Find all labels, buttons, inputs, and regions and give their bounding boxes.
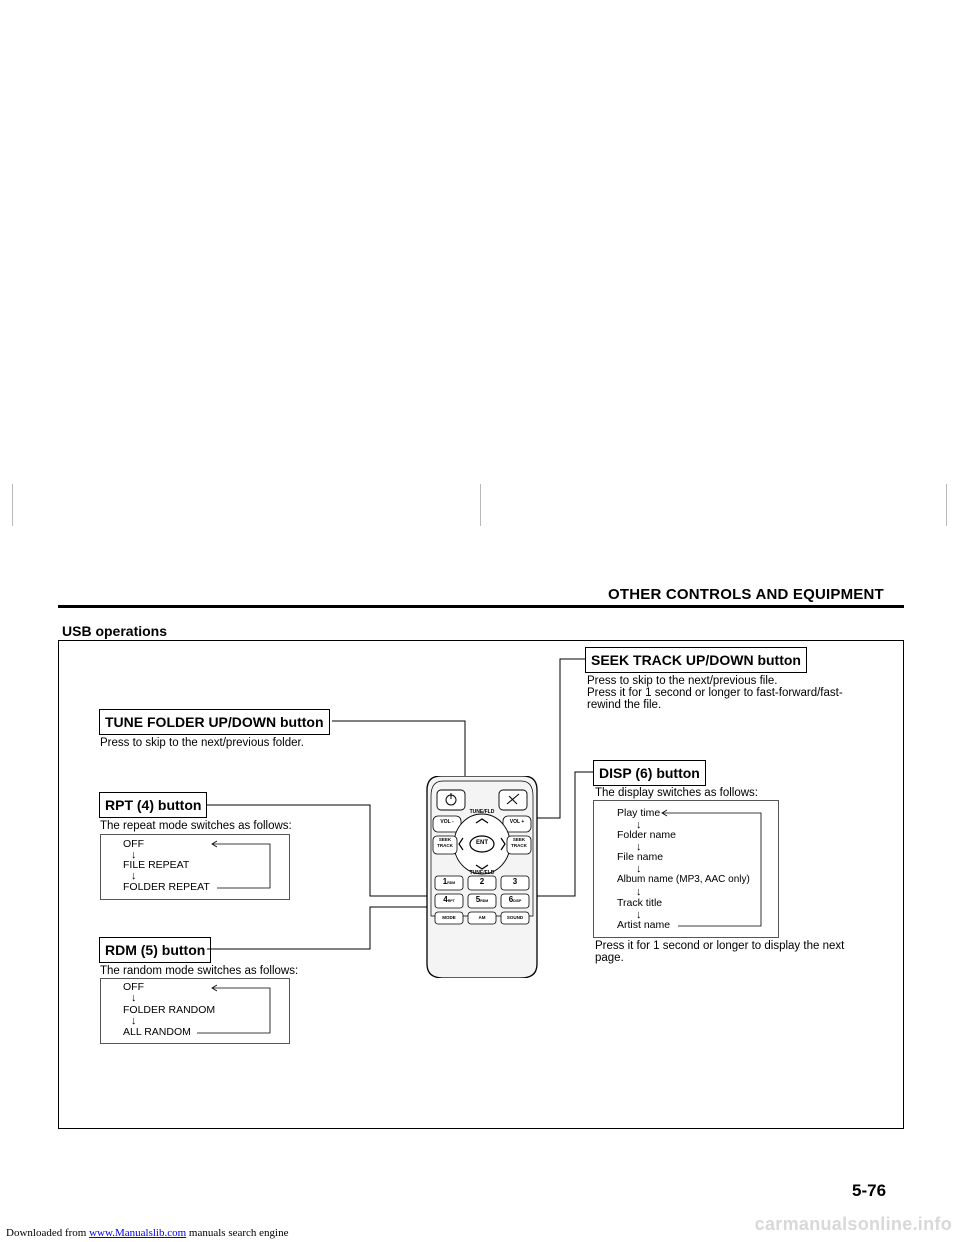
rpt-leader-line: [207, 805, 444, 896]
key-2-button[interactable]: 2: [479, 877, 485, 886]
down-arrow-icon: ↓: [131, 849, 137, 861]
section-title: OTHER CONTROLS AND EQUIPMENT: [608, 586, 884, 603]
rdm-item: ALL RANDOM: [123, 1026, 191, 1038]
rdm-cycle-line: [197, 988, 270, 1033]
sub-title: USB operations: [62, 623, 168, 639]
down-arrow-icon: ↓: [131, 870, 137, 882]
seek-desc-2: Press it for 1 second or longer to fast-forward/fast-: [587, 687, 843, 699]
disp-note-1: Press it for 1 second or longer to display the next: [595, 940, 845, 952]
disp-item: Artist name: [617, 919, 671, 931]
down-arrow-icon: ↓: [131, 1015, 137, 1027]
disp-item: Track title: [617, 897, 663, 909]
disp-item: Album name (MP3, AAC only): [617, 874, 750, 885]
down-arrow-icon: ↓: [131, 992, 137, 1004]
down-arrow-icon: ↓: [636, 909, 642, 921]
manualslib-link[interactable]: www.Manualslib.com: [89, 1227, 187, 1239]
mode-button[interactable]: MODE: [442, 915, 456, 920]
disp-item: Folder name: [617, 829, 676, 841]
tune-fld-up-label: TUNE/FLD: [469, 809, 495, 815]
rdm-item: FOLDER RANDOM: [123, 1004, 216, 1016]
rpt-4-button[interactable]: 4RPT: [443, 895, 455, 904]
disp-desc: The display switches as follows:: [595, 787, 758, 799]
rdm-desc: The random mode switches as follows:: [100, 965, 299, 977]
rpt-cycle-line: [212, 844, 270, 888]
rdm-item: OFF: [123, 981, 144, 993]
disp-note-2: page.: [595, 952, 624, 964]
seek-track-label: SEEK TRACK UP/DOWN button: [585, 647, 807, 673]
rpt-item: FOLDER REPEAT: [123, 881, 210, 893]
seek-desc-1: Press to skip to the next/previous file.: [587, 675, 778, 687]
footer-prefix: Downloaded from: [6, 1227, 90, 1239]
tune-fld-down-label: TUNE/FLD: [469, 870, 495, 876]
down-arrow-icon: ↓: [636, 819, 642, 831]
disp-item: Play time: [617, 807, 661, 819]
rpt-item: FILE REPEAT: [123, 859, 190, 871]
am-button[interactable]: AM: [478, 915, 486, 920]
rpt-desc: The repeat mode switches as follows:: [100, 820, 292, 832]
footer-suffix: manuals search engine: [186, 1227, 289, 1239]
tune-desc: Press to skip to the next/previous folder.: [100, 737, 304, 749]
tune-folder-label: TUNE FOLDER UP/DOWN button: [99, 709, 330, 735]
rdm-5-button[interactable]: 5RDM: [475, 895, 489, 904]
down-arrow-icon: ↓: [636, 863, 642, 875]
disp-label: DISP (6) button: [593, 760, 706, 786]
sound-button[interactable]: SOUND: [506, 915, 524, 920]
vol-plus-button[interactable]: VOL +: [509, 819, 525, 825]
key-3-button[interactable]: 3: [512, 877, 518, 886]
remote-control: [421, 776, 543, 978]
download-footer: [6, 1227, 288, 1239]
key-1-button[interactable]: 1RDM: [442, 877, 456, 886]
vol-minus-button[interactable]: VOL -: [440, 819, 454, 825]
disp-6-button[interactable]: 6DISP: [508, 895, 522, 904]
disp-item: File name: [617, 851, 664, 863]
watermark: carmanualsonline.info: [754, 1214, 952, 1234]
seek-track-up-button[interactable]: SEEK TRACK: [511, 837, 527, 848]
seek-track-down-button[interactable]: SEEK TRACK: [437, 837, 453, 848]
rdm-label: RDM (5) button: [99, 937, 211, 963]
rpt-item: OFF: [123, 838, 144, 850]
down-arrow-icon: ↓: [636, 841, 642, 853]
rpt-label: RPT (4) button: [99, 792, 207, 818]
page-number: 5-76: [852, 1181, 887, 1200]
disp-cycle-line: [662, 813, 761, 926]
seek-desc-3: rewind the file.: [587, 699, 662, 711]
ent-button[interactable]: ENT: [476, 840, 488, 846]
down-arrow-icon: ↓: [636, 886, 642, 898]
